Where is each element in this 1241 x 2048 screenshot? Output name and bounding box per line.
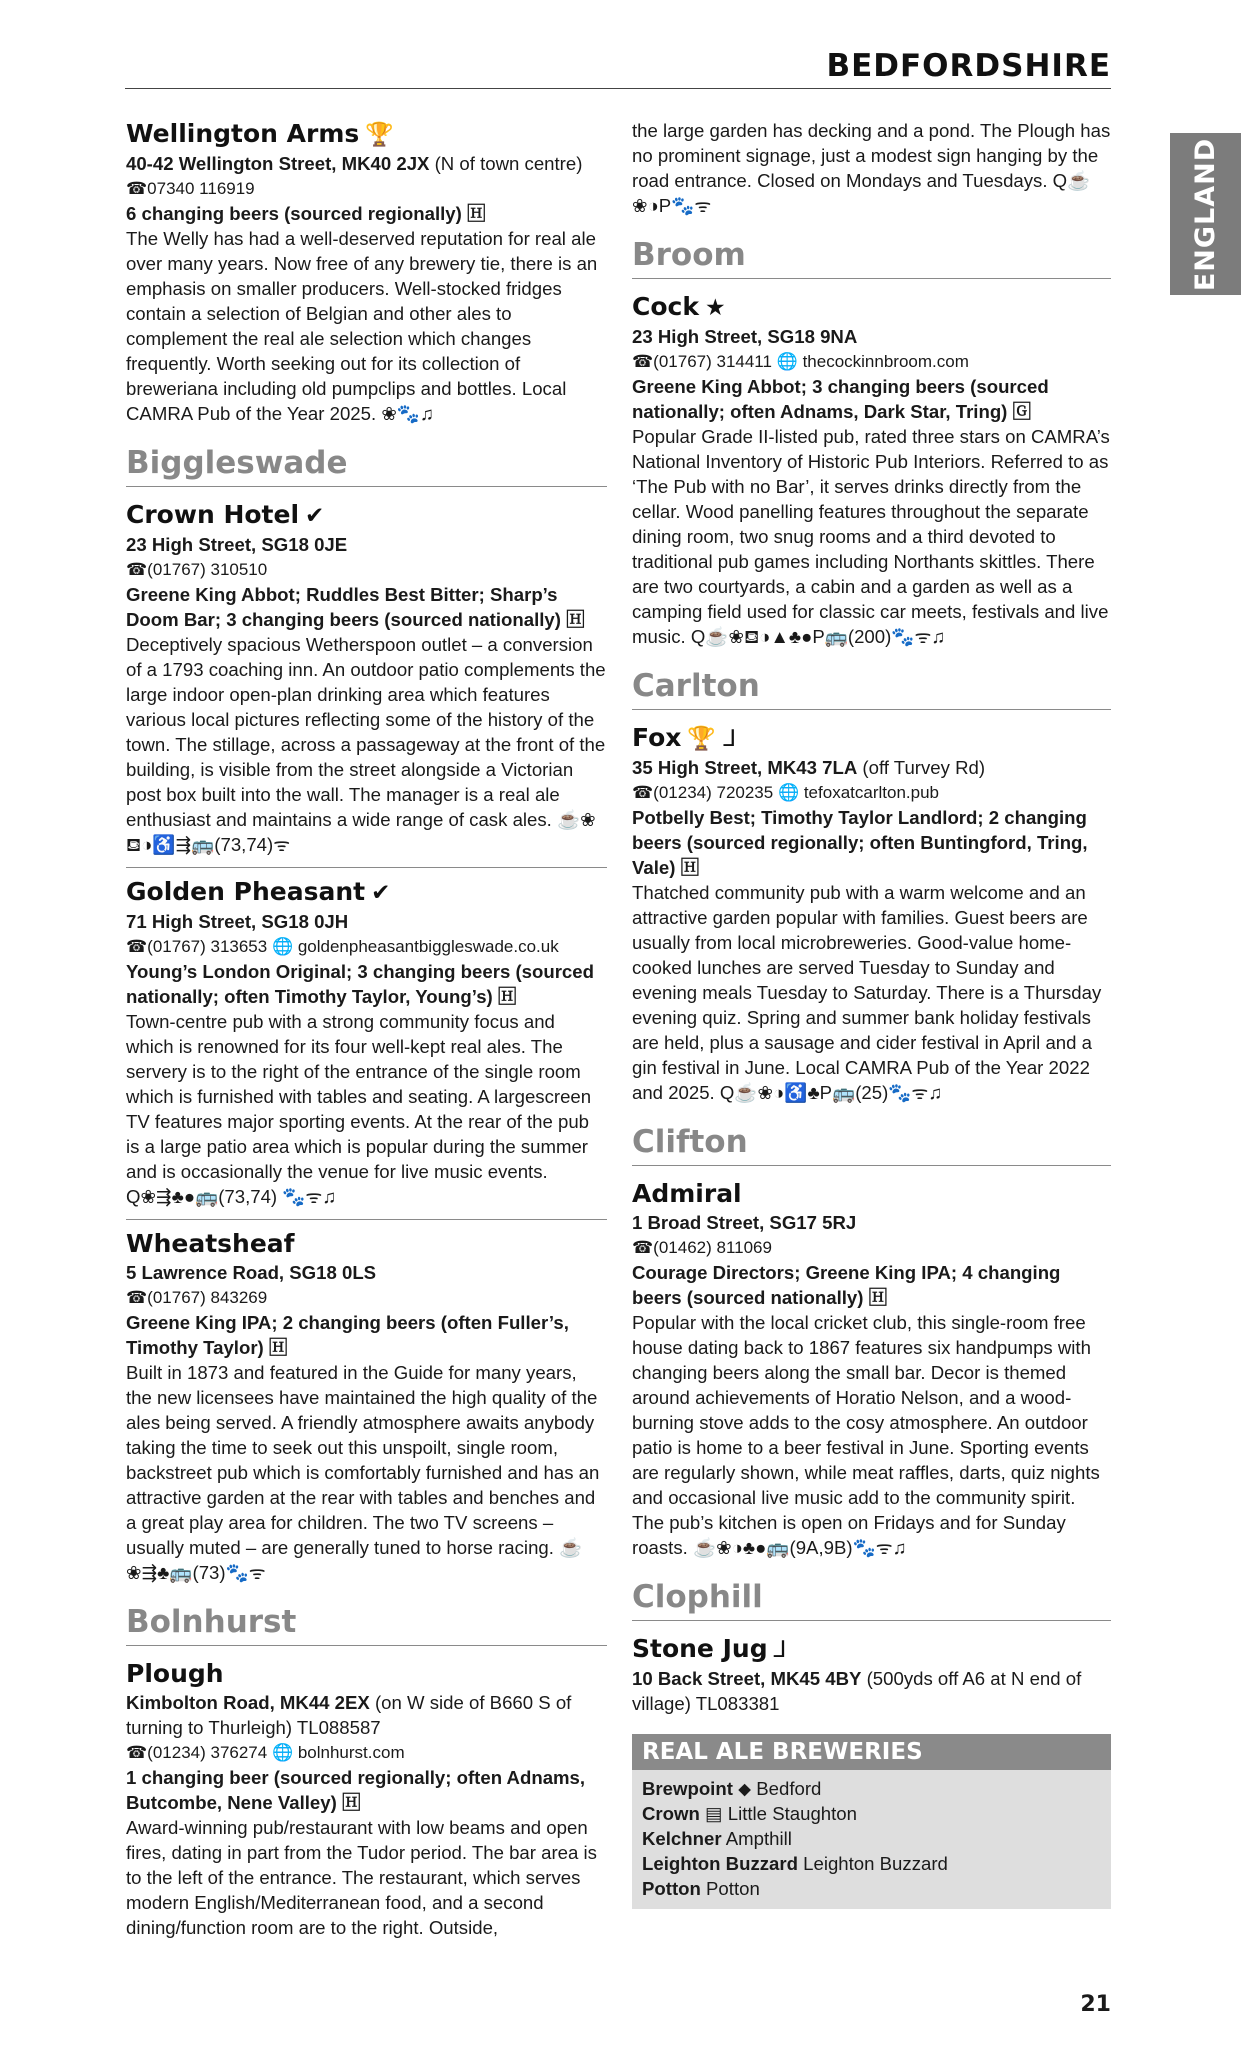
address-note: (off Turvey Rd) <box>857 757 986 778</box>
pub-entry-plough <box>126 1658 607 1940</box>
brewery-name: Kelchner <box>642 1828 722 1849</box>
page-header-county: BEDFORDSHIRE <box>826 48 1111 84</box>
right-column <box>632 118 1111 1909</box>
brewery-name: Potton <box>642 1878 701 1899</box>
pub-address: Kimbolton Road, MK44 2EX <box>126 1692 370 1713</box>
award-icon: 🏆 ⅃ <box>687 726 737 752</box>
pub-name: Wellington Arms <box>126 119 360 148</box>
pub-entry-admiral <box>632 1178 1111 1560</box>
brewery-item <box>632 1826 1111 1851</box>
entry-divider <box>126 1219 607 1220</box>
pub-entry-crown-hotel <box>126 499 607 857</box>
town-heading-biggleswade: Biggleswade <box>126 442 607 487</box>
address-note: (500yds off A6 at N end of village) TL083381 <box>632 1668 1082 1714</box>
pub-description: Deceptively spacious Wetherspoon outlet – a conversion of a 1793 coaching inn. An outdoor patio complements the large indoor open-plan drinking area which features various local pictures reflecting some of the history of the town. The stillage, across a passageway at the front of the building, is visible from the street alongside a Victorian post box built into the wall. The manager is a real ale enthusiast and maintains a wide range of cask ales. ☕❀⛾◑♿⇶🚌(73,74)ᯤ <box>126 634 606 855</box>
star-icon: ★ <box>704 295 726 321</box>
brewery-place: Ampthill <box>725 1828 792 1849</box>
pub-beers: 6 changing beers (sourced regionally) 🄷 <box>126 203 486 224</box>
pub-entry-stone-jug <box>632 1633 1111 1716</box>
pub-name: Admiral <box>632 1179 742 1208</box>
pub-description: Popular with the local cricket club, this single-room free house dating back to 1867 features six handpumps with changing beers along the small bar. Decor is themed around achievements of Horatio Nelson, and a wood-burning stove adds to the cosy atmosphere. An outdoor patio is home to a beer festival in June. Sporting events are regularly shown, while meat raffles, darts, quiz nights and occasional live music add to the community spirit. The pub’s kitchen is open on Fridays and for Sunday roasts. ☕❀◑♣●🚌(9A,9B)🐾ᯤ♫ <box>632 1312 1100 1558</box>
pub-description: Town-centre pub with a strong community focus and which is renowned for its four well-kept real ales. The servery is to the right of the entrance of the single room which is furnished with tables and seating. A largescreen TV features major sporting events. At the rear of the pub is a large patio area which is popular during the summer and is occasionally the venue for live music events. Q❀⇶♣●🚌(73,74) 🐾ᯤ♫ <box>126 1011 592 1207</box>
pub-name: Wheatsheaf <box>126 1229 295 1258</box>
pub-contact: ☎(01462) 811069 <box>632 1238 772 1257</box>
breweries-box <box>632 1734 1111 1909</box>
pub-contact: ☎(01234) 720235 🌐 tefoxatcarlton.pub <box>632 783 939 802</box>
country-tab-label: ENGLAND <box>1190 137 1221 291</box>
award-icon: 🏆 <box>365 122 394 148</box>
address-note: (on W side of B660 S of turning to Thurleigh) TL088587 <box>126 1692 572 1738</box>
pub-beers: Greene King IPA; 2 changing beers (often Fuller’s, Timothy Taylor) 🄷 <box>126 1312 569 1358</box>
brewery-place: Little Staughton <box>727 1803 857 1824</box>
check-badge-icon: ✔ <box>371 880 391 906</box>
pub-contact: ☎(01767) 843269 <box>126 1288 268 1307</box>
pub-description: Award-winning pub/restaurant with low beams and open fires, dating in part from the Tudor period. The bar area is to the left of the entrance. The restaurant, which serves modern English/Mediterranean food, and a second dining/function room are to the right. Outside, <box>126 1817 597 1938</box>
town-heading-clifton: Clifton <box>632 1121 1111 1166</box>
header-rule <box>125 88 1111 89</box>
town-heading-carlton: Carlton <box>632 665 1111 710</box>
pub-beers: 1 changing beer (sourced regionally; often Adnams, Butcombe, Nene Valley) 🄷 <box>126 1767 586 1813</box>
pub-address: 23 High Street, SG18 9NA <box>632 326 858 347</box>
pub-beers: Greene King Abbot; 3 changing beers (sourced nationally; often Adnams, Dark Star, Tring) 🄶 <box>632 376 1049 422</box>
pub-address: 1 Broad Street, SG17 5RJ <box>632 1212 857 1233</box>
town-heading-clophill: Clophill <box>632 1576 1111 1621</box>
brewery-place: Potton <box>706 1878 760 1899</box>
check-badge-icon: ✔ <box>305 503 325 529</box>
pub-entry-cock <box>632 291 1111 649</box>
pub-description: Built in 1873 and featured in the Guide for many years, the new licensees have maintained the high quality of the ales being served. A friendly atmosphere awaits anybody taking the time to seek out this unspoilt, single room, backstreet pub which is comfortably furnished and has an attractive garden at the rear with tables and benches and a great play area for children. The two TV screens – usually muted – are generally tuned to horse racing. ☕❀⇶♣🚌(73)🐾ᯤ <box>126 1362 600 1583</box>
pub-contact: ☎07340 116919 <box>126 179 255 198</box>
brewery-item <box>632 1801 1111 1826</box>
pub-name: Golden Pheasant <box>126 877 366 906</box>
entry-divider <box>126 867 607 868</box>
brewpub-icon: ⬥ <box>732 1778 757 1799</box>
lp-icon: ⅃ <box>773 1637 787 1663</box>
pub-address: 23 High Street, SG18 0JE <box>126 534 348 555</box>
pub-description: The Welly has had a well-deserved reputation for real ale over many years. Now free of any brewery tie, there is an emphasis on smaller producers. Well-stocked fridges contain a selection of Belgian and other ales to complement the real ale selection which changes frequently. Worth seeking out for its collection of breweriana including old pumpclips and bottles. Local CAMRA Pub of the Year 2025. ❀🐾♫ <box>126 228 598 424</box>
pub-name: Plough <box>126 1659 224 1688</box>
pub-address: 5 Lawrence Road, SG18 0LS <box>126 1262 377 1283</box>
pub-address: 10 Back Street, MK45 4BY <box>632 1668 862 1689</box>
left-column <box>126 118 607 1940</box>
pub-contact: ☎(01767) 313653 🌐 goldenpheasantbiggleswade.co.uk <box>126 937 559 956</box>
brewery-name: Leighton Buzzard <box>642 1853 798 1874</box>
town-heading-broom: Broom <box>632 234 1111 279</box>
pub-beers: Potbelly Best; Timothy Taylor Landlord; 2 changing beers (sourced regionally; often Buntingford, Tring, Vale) 🄷 <box>632 807 1088 878</box>
pub-name: Fox <box>632 723 682 752</box>
brewery-place: Bedford <box>756 1778 822 1799</box>
pub-name: Crown Hotel <box>126 500 300 529</box>
pub-description: Thatched community pub with a warm welcome and an attractive garden popular with families. Guest beers are usually from local microbreweries. Good-value home-cooked lunches are served Tuesday to Sunday and evening meals Tuesday to Saturday. There is a Thursday evening quiz. Spring and summer bank holiday festivals are held, plus a sausage and cider festival in April and a gin festival in June. Local CAMRA Pub of the Year 2022 and 2025. Q☕❀◑♿♣P🚌(25)🐾ᯤ♫ <box>632 882 1102 1103</box>
town-heading-bolnhurst: Bolnhurst <box>126 1601 607 1646</box>
pub-contact: ☎(01767) 314411 🌐 thecockinnbroom.com <box>632 352 969 371</box>
pub-address: 35 High Street, MK43 7LA <box>632 757 858 778</box>
pub-beers: Greene King Abbot; Ruddles Best Bitter; Sharp’s Doom Bar; 3 changing beers (sourced nationally) 🄷 <box>126 584 585 630</box>
pub-name: Cock <box>632 292 699 321</box>
pub-entry-wheatsheaf <box>126 1228 607 1585</box>
brewery-name: Brewpoint <box>642 1778 733 1799</box>
brewery-item <box>632 1851 1111 1876</box>
country-tab <box>1170 133 1241 295</box>
pub-entry-fox <box>632 722 1111 1105</box>
pub-contact: ☎(01767) 310510 <box>126 560 268 579</box>
pub-address: 40-42 Wellington Street, MK40 2JX <box>126 153 430 174</box>
breweries-title: REAL ALE BREWERIES <box>632 1734 1111 1770</box>
brewery-place: Leighton Buzzard <box>803 1853 948 1874</box>
pub-beers: Courage Directors; Greene King IPA; 4 changing beers (sourced nationally) 🄷 <box>632 1262 1061 1308</box>
page-number: 21 <box>1080 1992 1111 2017</box>
pub-address: 71 High Street, SG18 0JH <box>126 911 349 932</box>
pub-contact: ☎(01234) 376274 🌐 bolnhurst.com <box>126 1743 405 1762</box>
pub-description: Popular Grade II-listed pub, rated three stars on CAMRA’s National Inventory of Historic Pub Interiors. Referred to as ‘The Pub with no Bar’, it serves drinks directly from the cellar. Wood panelling features throughout the separate dining room, two snug rooms and a third devoted to traditional pub games including Northants skittles. There are two courtyards, a cabin and a garden as well as a camping field used for classic car meets, festivals and live music. Q☕❀⛾◑▲♣●P🚌(200)🐾ᯤ♫ <box>632 426 1110 647</box>
pub-beers: Young’s London Original; 3 changing beers (sourced nationally; often Timothy Taylor, Young’s) 🄷 <box>126 961 594 1007</box>
pub-entry-golden-pheasant <box>126 876 607 1209</box>
cask-icon: ▤ <box>699 1803 728 1824</box>
address-note: (N of town centre) <box>429 153 583 174</box>
pub-description-continued: the large garden has decking and a pond. The Plough has no prominent signage, just a modest sign hanging by the road entrance. Closed on Mondays and Tuesdays. Q☕❀◑P🐾ᯤ <box>632 120 1111 216</box>
pub-entry-wellington-arms <box>126 118 607 426</box>
brewery-item <box>632 1776 1111 1801</box>
pub-name: Stone Jug <box>632 1634 768 1663</box>
brewery-item <box>632 1876 1111 1901</box>
brewery-name: Crown <box>642 1803 700 1824</box>
